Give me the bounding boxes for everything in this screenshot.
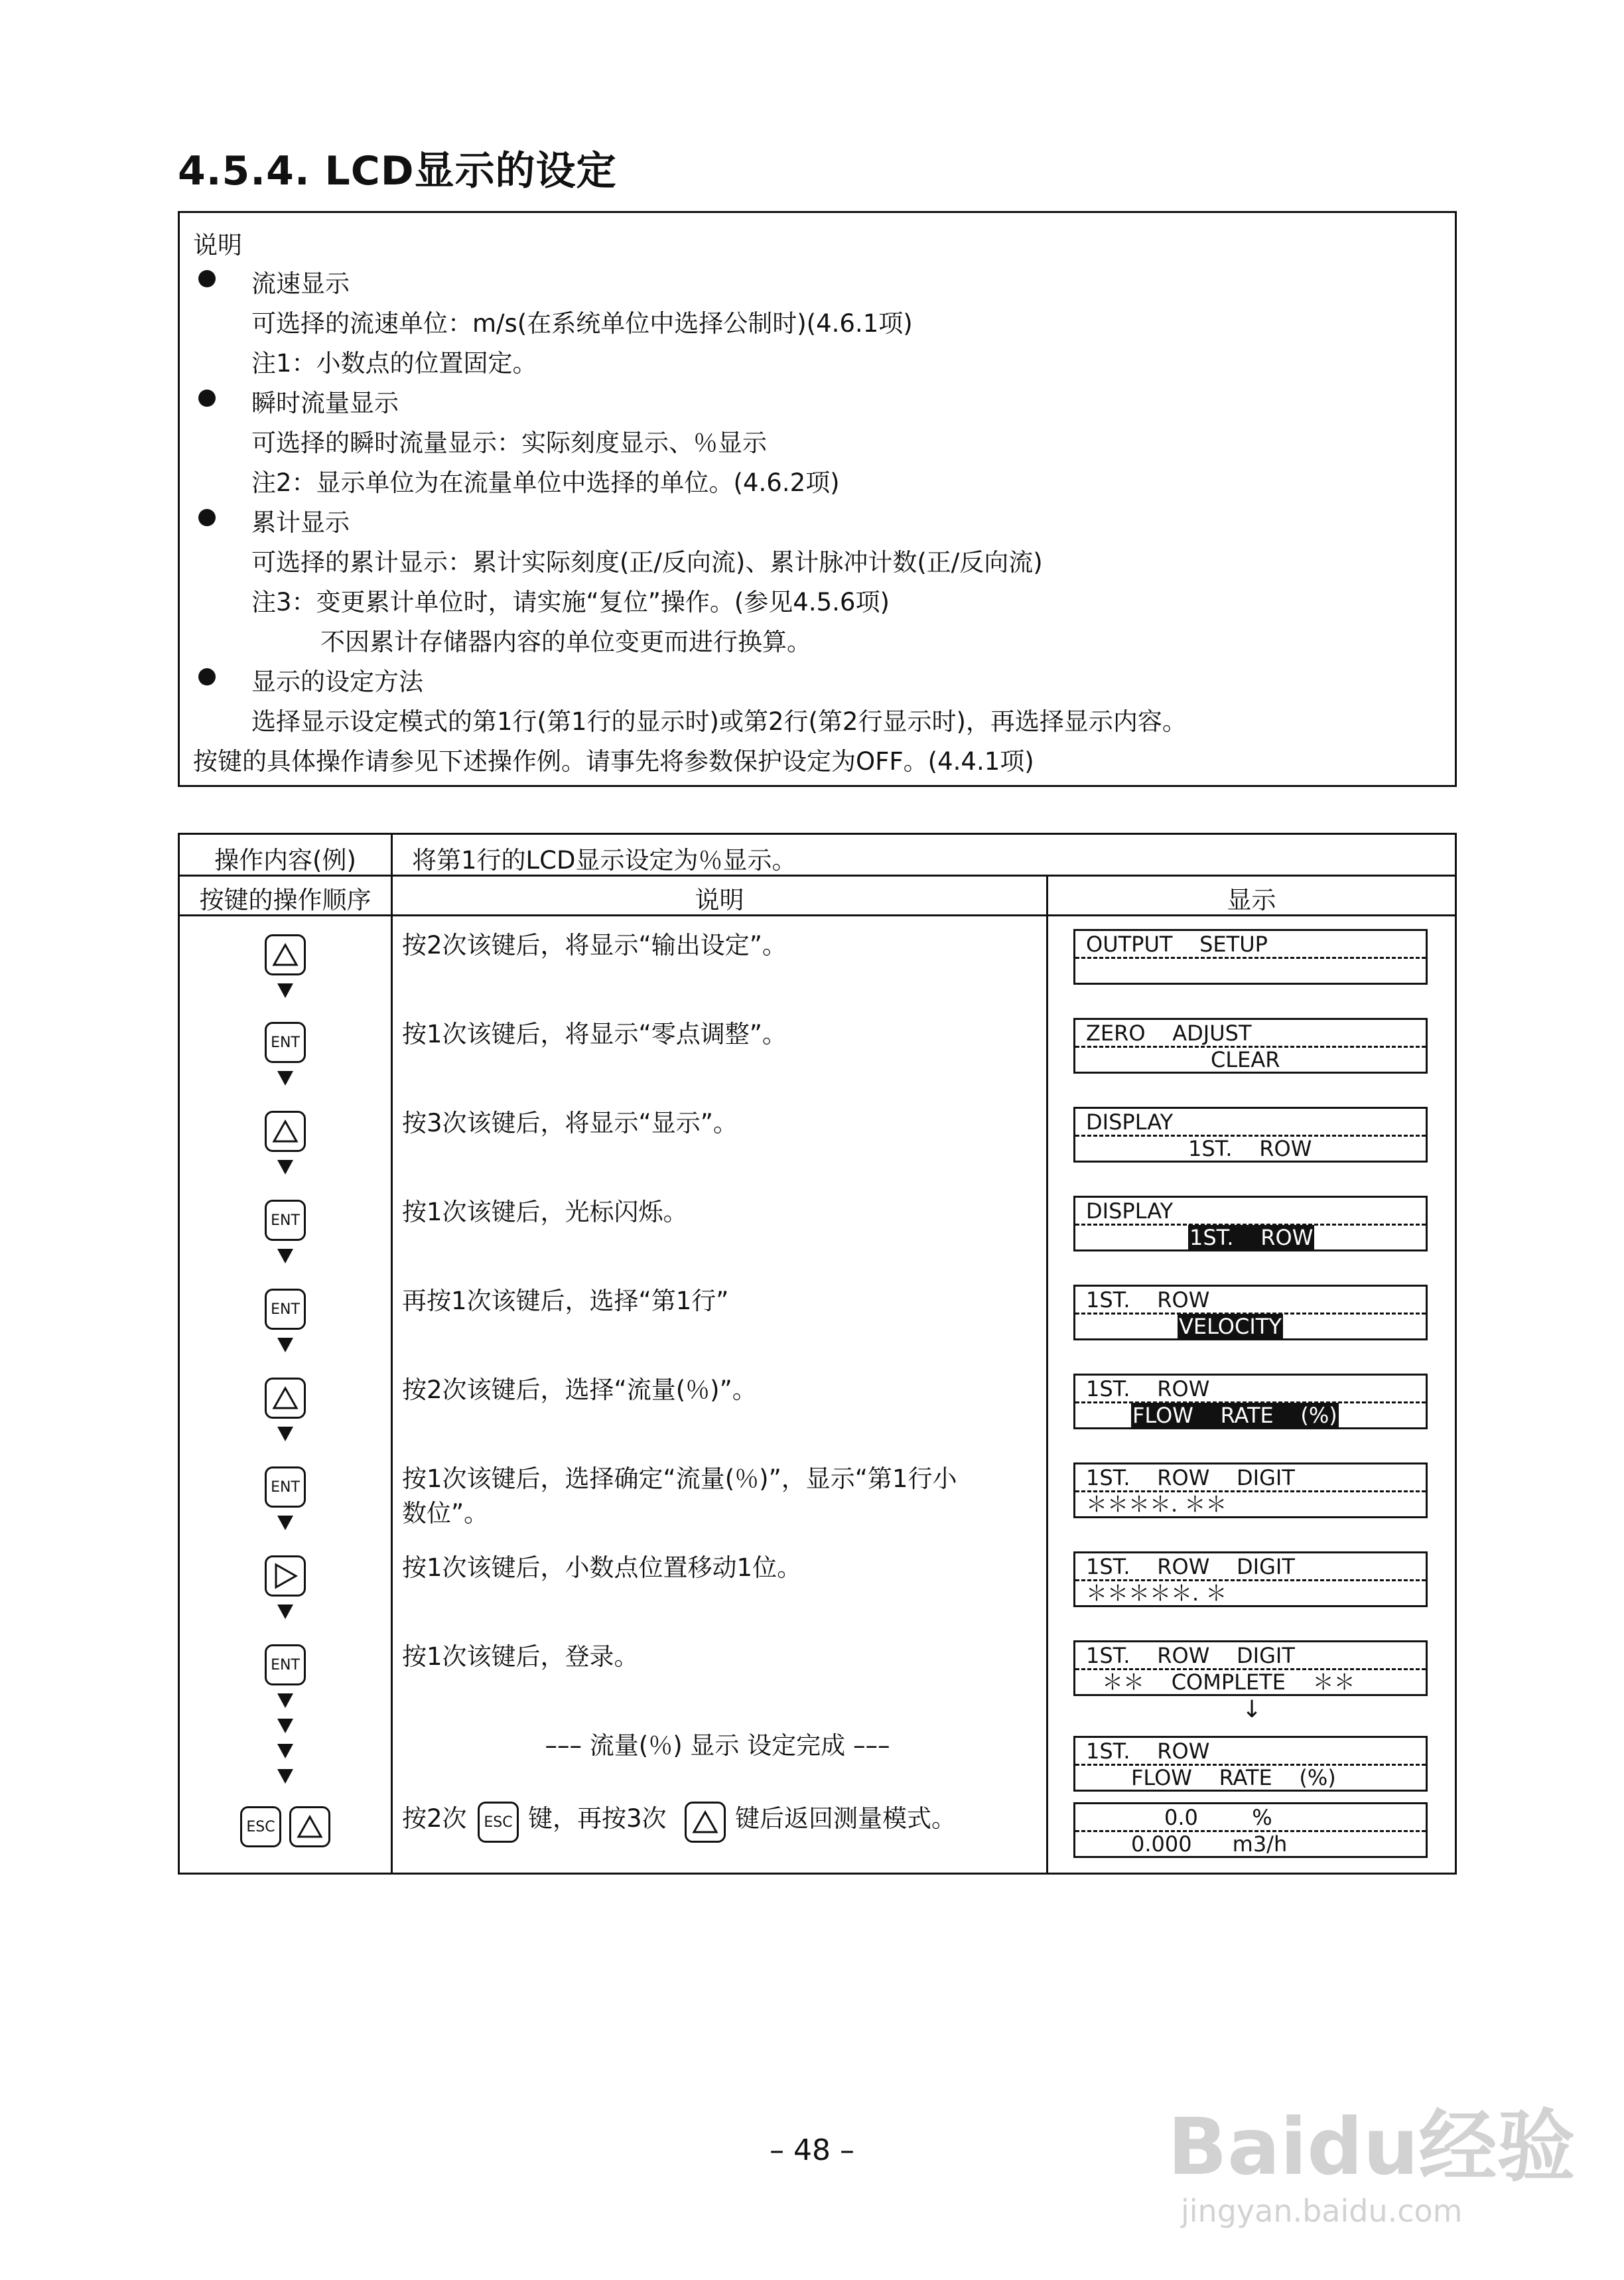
section-title: 显示的设定方法 — [251, 668, 423, 696]
lcd-display — [1073, 1551, 1428, 1607]
section-line: 选择显示设定模式的第1行(第1行的显示时)或第2行(第2行显示时)，再选择显示内容。 — [251, 707, 1187, 736]
up-key — [685, 1802, 726, 1843]
lcd-display — [1073, 929, 1428, 985]
lcd-cursor-highlight: 1ST. ROW — [1189, 1225, 1314, 1250]
complete-text: ––– 流量(％) 显示 设定完成 ––– — [545, 1731, 890, 1760]
operation-table — [178, 833, 1457, 1875]
watermark-brand: Baidu经验 — [1168, 2101, 1576, 2192]
lcd-cursor-highlight: FLOW RATE (%) — [1132, 1403, 1337, 1428]
ent-key — [265, 1022, 306, 1063]
right-triangle-icon — [272, 1563, 299, 1589]
watermark-url: jingyan.baidu.com — [1181, 2193, 1463, 2229]
final-description-part: 键，再按3次 — [528, 1804, 667, 1833]
step-description: 数位”。 — [402, 1499, 489, 1528]
step-description: 按3次该键后，将显示“显示”。 — [402, 1109, 738, 1137]
lcd-display — [1073, 1736, 1428, 1792]
down-arrow-icon — [277, 1744, 293, 1758]
final-description-part: 键后返回测量模式。 — [735, 1804, 956, 1833]
up-triangle-icon — [272, 1119, 299, 1144]
esc-key — [240, 1806, 281, 1847]
table-divider — [391, 835, 393, 1873]
down-arrow-icon — [277, 1427, 293, 1441]
down-arrow-icon — [277, 1693, 293, 1708]
lcd-line-1: 1ST. ROW — [1086, 1739, 1210, 1764]
section-title: 瞬时流量显示 — [251, 389, 399, 417]
lcd-display — [1073, 1802, 1428, 1858]
up-key — [265, 1378, 306, 1419]
step-description: 再按1次该键后，选择“第1行” — [402, 1287, 729, 1315]
lcd-line-2: CLEAR — [1211, 1047, 1280, 1072]
bullet-icon — [198, 270, 216, 287]
step-description: 按1次该键后，小数点位置移动1位。 — [402, 1553, 802, 1582]
lcd-line-1: 1ST. ROW DIGIT — [1086, 1643, 1295, 1668]
lcd-display — [1073, 1018, 1428, 1074]
lcd-display — [1073, 1196, 1428, 1251]
ent-label: ENT — [271, 1301, 300, 1318]
esc-key — [478, 1802, 519, 1843]
down-arrow-icon — [277, 1604, 293, 1619]
lcd-display — [1073, 1640, 1428, 1696]
description-heading: 说明 — [193, 231, 242, 259]
lcd-line-1: OUTPUT SETUP — [1086, 932, 1268, 957]
up-triangle-icon — [692, 1810, 718, 1835]
column-header: 说明 — [695, 886, 744, 914]
ent-key — [265, 1644, 306, 1685]
final-description-part: 按2次 — [402, 1804, 467, 1833]
ent-label: ENT — [271, 1034, 300, 1051]
section-line: 注2：显示单位为在流量单位中选择的单位。(4.6.2项) — [251, 468, 840, 497]
down-arrow-icon — [277, 1719, 293, 1733]
section-title: 流速显示 — [251, 269, 350, 298]
step-description: 按1次该键后，光标闪烁。 — [402, 1198, 688, 1226]
down-arrow-icon — [277, 1071, 293, 1086]
up-key — [265, 1111, 306, 1152]
bullet-icon — [198, 509, 216, 526]
description-footer: 按键的具体操作请参见下述操作例。请事先将参数保护设定为OFF。(4.4.1项) — [193, 747, 1034, 776]
step-description: 按1次该键后，选择确定“流量(％)”，显示“第1行小 — [402, 1464, 957, 1493]
lcd-line-1: DISPLAY — [1086, 1198, 1174, 1224]
up-triangle-icon — [272, 942, 299, 967]
section-line: 注3：变更累计单位时，请实施“复位”操作。(参见4.5.6项) — [251, 588, 890, 616]
bullet-icon — [198, 668, 216, 685]
lcd-line-1: 1ST. ROW — [1086, 1376, 1210, 1401]
lcd-line-2: 1ST. ROW — [1188, 1136, 1312, 1161]
section-line: 可选择的瞬时流量显示：实际刻度显示、％显示 — [251, 429, 767, 457]
section-line: 可选择的累计显示：累计实际刻度(正/反向流)、累计脉冲计数(正/反向流) — [251, 548, 1043, 577]
down-arrow-icon — [277, 1769, 293, 1784]
up-key — [289, 1806, 330, 1847]
lcd-display — [1073, 1285, 1428, 1340]
lcd-line-1: 0.0 % — [1164, 1805, 1272, 1830]
table-divider — [1046, 875, 1048, 1873]
up-triangle-icon — [272, 1386, 299, 1411]
lcd-display — [1073, 1462, 1428, 1518]
section-line: 不因累计存储器内容的单位变更而进行换算。 — [320, 628, 811, 656]
lcd-cursor-highlight: VELOCITY — [1179, 1314, 1282, 1339]
ent-label: ENT — [271, 1478, 300, 1496]
transition-arrow: ↓ — [1242, 1696, 1262, 1723]
page-number: – 48 – — [770, 2133, 854, 2167]
step-description: 按1次该键后，将显示“零点调整”。 — [402, 1020, 787, 1048]
lcd-line-1: 1ST. ROW — [1086, 1287, 1210, 1313]
up-triangle-icon — [297, 1814, 323, 1839]
column-header: 显示 — [1227, 886, 1276, 914]
down-arrow-icon — [277, 1338, 293, 1352]
example-label: 操作内容(例) — [214, 846, 356, 875]
lcd-line-1: ZERO ADJUST — [1086, 1021, 1252, 1046]
ent-label: ENT — [271, 1212, 300, 1229]
lcd-line-2: ＊＊＊＊. ＊＊ — [1086, 1492, 1227, 1517]
down-arrow-icon — [277, 983, 293, 998]
example-value: 将第1行的LCD显示设定为％显示。 — [412, 846, 797, 875]
down-arrow-icon — [277, 1160, 293, 1175]
right-key — [265, 1555, 306, 1597]
lcd-line-2: 0.000 m3/h — [1131, 1831, 1288, 1857]
column-header: 按键的操作顺序 — [199, 886, 372, 914]
step-description: 按2次该键后，选择“流量(％)”。 — [402, 1376, 757, 1404]
lcd-line-1: 1ST. ROW DIGIT — [1086, 1465, 1295, 1490]
description-box — [178, 211, 1457, 787]
esc-label: ESC — [246, 1818, 275, 1835]
lcd-display — [1073, 1374, 1428, 1429]
lcd-line-2: ＊＊ COMPLETE ＊＊ — [1102, 1670, 1355, 1695]
ent-key — [265, 1289, 306, 1330]
ent-label: ENT — [271, 1656, 300, 1674]
page-title: 4.5.4. LCD显示的设定 — [178, 148, 617, 194]
lcd-display — [1073, 1107, 1428, 1163]
lcd-line-2: FLOW RATE (%) — [1131, 1765, 1336, 1790]
section-title: 累计显示 — [251, 508, 350, 537]
bullet-icon — [198, 390, 216, 407]
lcd-line-1: 1ST. ROW DIGIT — [1086, 1554, 1295, 1579]
section-line: 可选择的流速单位：m/s(在系统单位中选择公制时)(4.6.1项) — [251, 309, 913, 338]
esc-label: ESC — [484, 1814, 513, 1831]
step-description: 按1次该键后，登录。 — [402, 1642, 639, 1671]
ent-key — [265, 1466, 306, 1508]
down-arrow-icon — [277, 1249, 293, 1263]
lcd-line-1: DISPLAY — [1086, 1109, 1174, 1135]
section-line: 注1：小数点的位置固定。 — [251, 349, 537, 378]
down-arrow-icon — [277, 1516, 293, 1530]
up-key — [265, 934, 306, 975]
lcd-line-2: ＊＊＊＊＊. ＊ — [1086, 1581, 1227, 1606]
ent-key — [265, 1200, 306, 1241]
step-description: 按2次该键后，将显示“输出设定”。 — [402, 931, 787, 960]
